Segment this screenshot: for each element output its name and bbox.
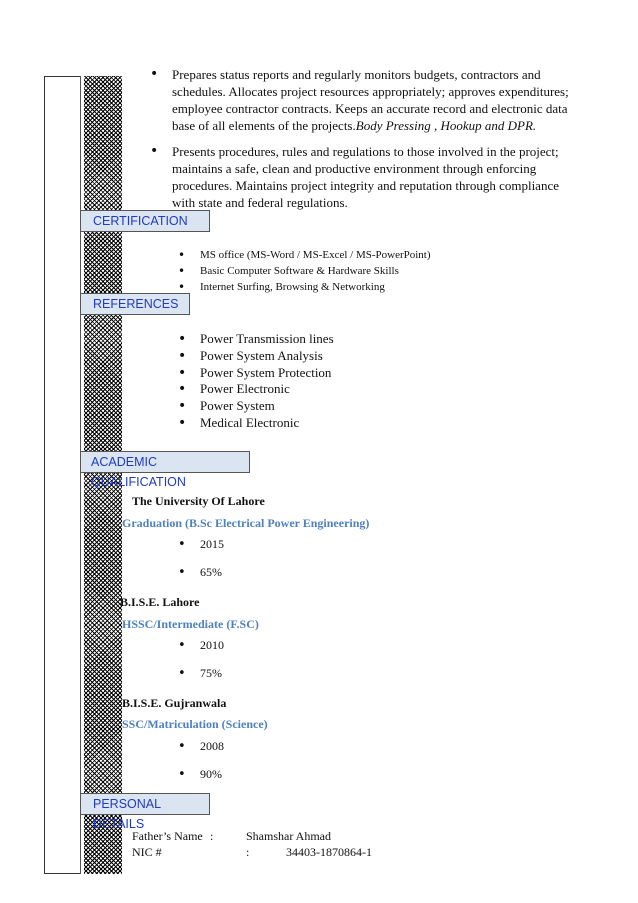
reference-item: • Power System Analysis xyxy=(176,348,556,365)
score-value: • 90% xyxy=(176,767,296,782)
reference-item: • Power Transmission lines xyxy=(176,331,556,348)
nic-label: NIC # xyxy=(132,845,162,859)
score-item xyxy=(176,767,296,782)
year-value: • 2015 xyxy=(176,537,296,552)
year-item xyxy=(176,739,296,754)
year-value: • 2010 xyxy=(176,638,296,653)
references-list xyxy=(176,331,556,432)
score-value: • 75% xyxy=(176,666,296,681)
frame-left-line xyxy=(44,76,45,874)
frame-bottom-line xyxy=(44,873,80,874)
reference-item: • Power Electronic xyxy=(176,381,556,398)
degree-name: HSSC/Intermediate (F.SC) xyxy=(122,617,259,631)
score-value: • 65% xyxy=(176,565,296,580)
nic-value: 34403-1870864-1 xyxy=(286,845,372,859)
certification-heading: CERTIFICATION xyxy=(80,210,210,232)
personal-details-heading: PERSONAL DETAILS xyxy=(80,793,210,815)
degree-name: SSC/Matriculation (Science) xyxy=(122,717,268,731)
certification-item: • MS office (MS-Word / MS-Excel / MS-PowerPoint) xyxy=(176,247,556,263)
nic-colon: : xyxy=(246,845,250,859)
duty-text: Prepares status reports and regularly monitors budgets, contractors and schedules. Allocates project resources appropriately; approves expenditures; employee contractor contracts. Keeps an accurate record and electronic data base of all elements of the projects. xyxy=(172,67,569,133)
duty-italic-text: Body Pressing , Hookup and DPR. xyxy=(355,118,537,133)
year-item xyxy=(176,537,296,552)
institution-name: B.I.S.E. Lahore xyxy=(120,595,200,609)
certification-item: • Basic Computer Software & Hardware Skills xyxy=(176,263,556,279)
certification-item: • Internet Surfing, Browsing & Networking xyxy=(176,279,556,295)
duty-item xyxy=(148,143,578,211)
reference-item: • Medical Electronic xyxy=(176,415,556,432)
degree-name: Graduation (B.Sc Electrical Power Engineering) xyxy=(122,516,370,530)
academic-heading: ACADEMIC QUALIFICATION xyxy=(80,451,250,473)
reference-item: • Power System xyxy=(176,398,556,415)
duty-text: Presents procedures, rules and regulations to those involved in the project; maintains a safe, clean and productive environment through enforcing procedures. Maintains project integrity and reputation through compliance with state and federal regulations. xyxy=(172,144,559,210)
year-value: • 2008 xyxy=(176,739,296,754)
frame-right-line xyxy=(80,76,81,874)
score-item xyxy=(176,666,296,681)
job-duties-list xyxy=(148,66,578,220)
duty-item xyxy=(148,66,578,134)
frame-top-line xyxy=(44,76,80,77)
reference-item: • Power System Protection xyxy=(176,365,556,382)
father-name-colon: : xyxy=(210,829,214,843)
father-name-label: Father’s Name xyxy=(132,829,203,843)
year-item xyxy=(176,638,296,653)
certification-list xyxy=(176,247,556,295)
institution-name: The University Of Lahore xyxy=(132,494,265,508)
references-heading: REFERENCES xyxy=(80,293,190,315)
father-name-value: Shamshar Ahmad xyxy=(246,829,331,843)
score-item xyxy=(176,565,296,580)
institution-name: B.I.S.E. Gujranwala xyxy=(122,696,227,710)
